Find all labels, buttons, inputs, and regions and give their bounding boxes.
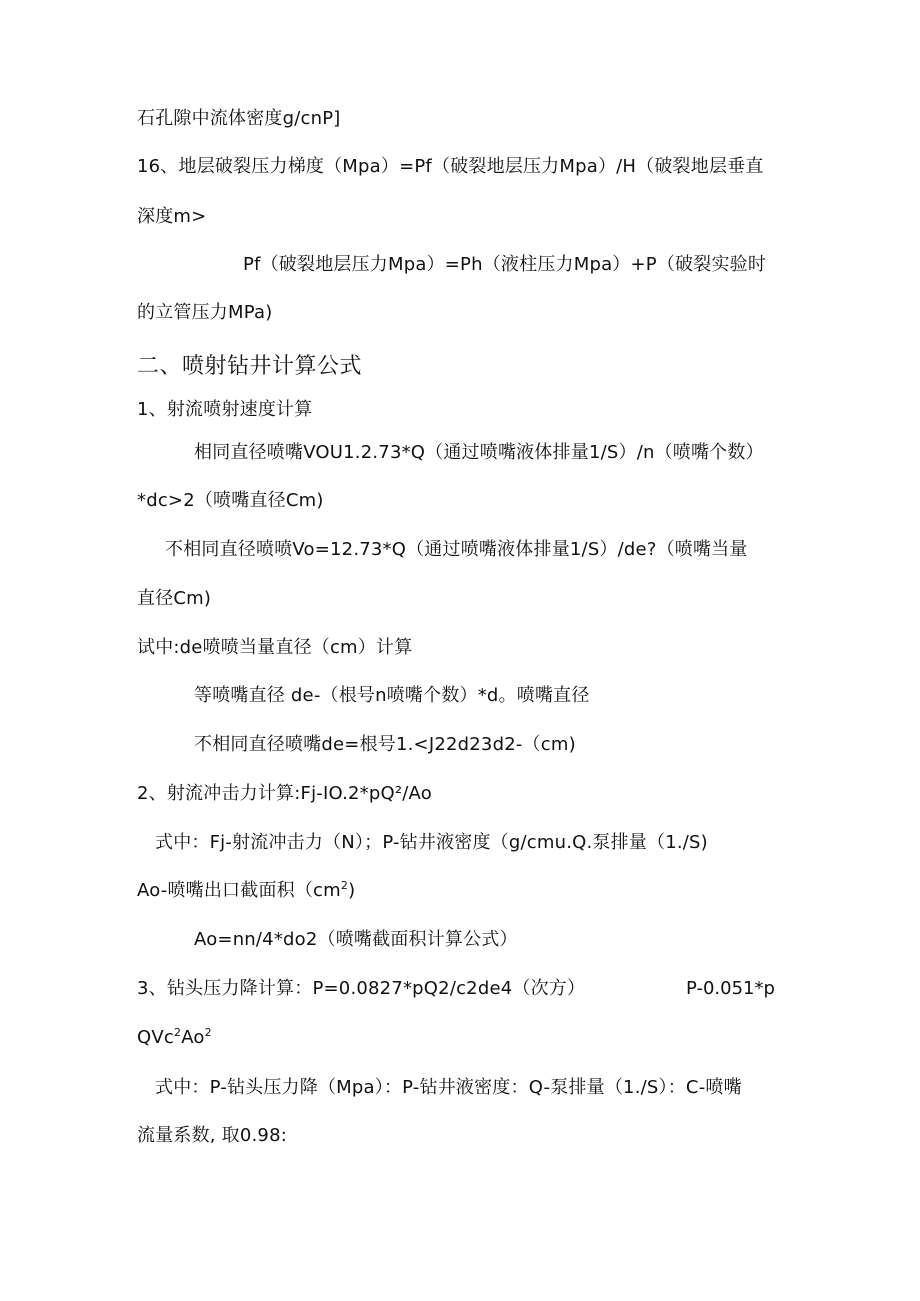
- formula-equivalent-diameter-equal: 等喷嘴直径 de-（根号n喷嘴个数）*d。喷嘴直径: [194, 685, 590, 706]
- text-line: 直径Cm): [137, 588, 212, 609]
- text-line: *dc>2（喷嘴直径Cm): [137, 490, 324, 511]
- text-line: 的立管压力MPa): [137, 302, 273, 323]
- subsection-heading: 2、射流冲击力计算:Fj-IO.2*pQ²/Ao: [137, 783, 432, 804]
- text-line: 深度m>: [137, 206, 207, 227]
- text-line: 试中:de喷喷当量直径（cm）计算: [137, 637, 413, 658]
- formula-unequal-nozzle-velocity: 不相同直径喷喷Vo=12.73*Q（通过喷嘴液体排量1/S）/de?（喷嘴当量: [165, 539, 748, 560]
- text-line: 式中：P-钻头压力降（Mpa）：P-钻井液密度：Q-泵排量（1./S）：C-喷嘴: [155, 1077, 742, 1098]
- text-line: 石孔隙中流体密度g/cnP]: [137, 108, 341, 129]
- section-heading: 二、喷射钻井计算公式: [137, 354, 363, 379]
- formula-bit-pressure-alt: P-0.051*p: [686, 978, 775, 999]
- text-line: 式中：Fj-射流冲击力（N）；P-钻井液密度（g/cmu.Q.泵排量（1./S): [155, 832, 708, 853]
- formula-equal-nozzle-velocity: 相同直径喷嘴VOU1.2.73*Q（通过喷嘴液体排量1/S）/n（喷嘴个数）: [194, 442, 764, 463]
- text-line: 流量系数, 取0.98:: [137, 1125, 287, 1146]
- subsection-heading: 1、射流喷射速度计算: [137, 399, 313, 420]
- formula-fracture-pressure: Pf（破裂地层压力Mpa）=Ph（液柱压力Mpa）+P（破裂实验时: [243, 254, 767, 275]
- formula-fracture-gradient: 16、地层破裂压力梯度（Mpa）=Pf（破裂地层压力Mpa）/H（破裂地层垂直: [137, 156, 764, 177]
- subsection-heading: 3、钻头压力降计算：P=0.0827*pQ2/c2de4（次方）: [137, 978, 586, 999]
- formula-nozzle-area: Ao=nn/4*do2（喷嘴截面积计算公式）: [194, 929, 518, 950]
- text-line: QVc$^2$Ao$^2$: [137, 1026, 212, 1048]
- formula-equivalent-diameter-unequal: 不相同直径喷嘴de=根号1.<J22d23d2-（cm): [194, 734, 576, 755]
- text-line: Ao-喷嘴出口截面积$(cm^2)$: [137, 879, 356, 901]
